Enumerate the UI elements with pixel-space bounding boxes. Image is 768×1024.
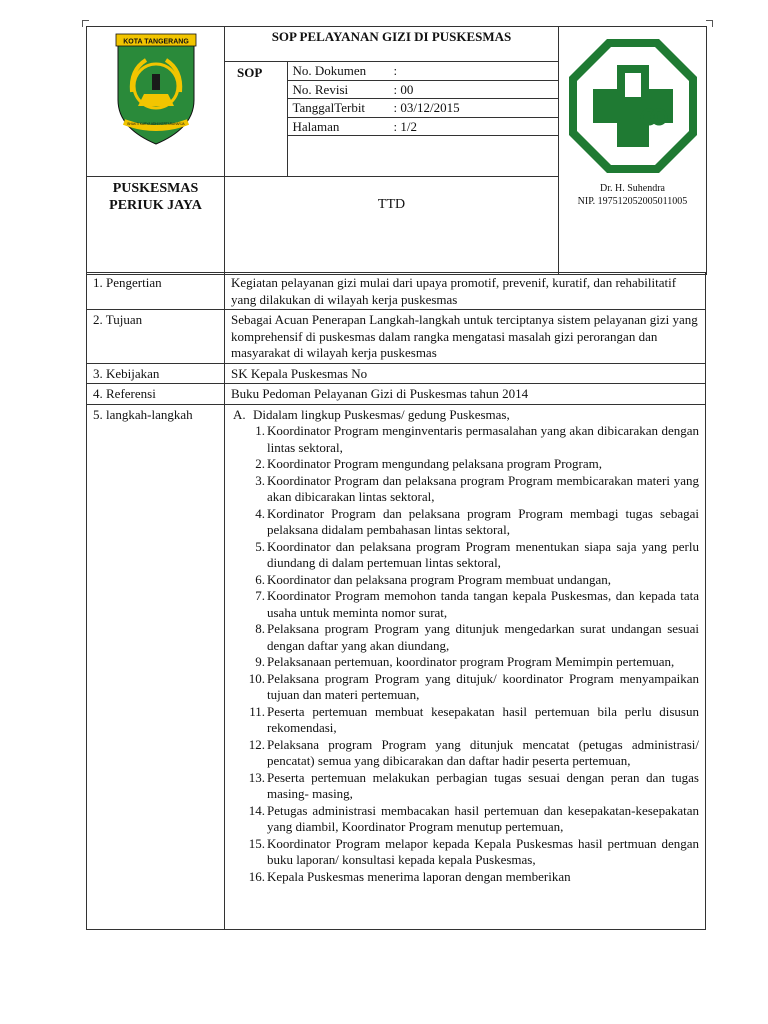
list-item: [227, 671, 699, 704]
step-number: 11.: [249, 703, 265, 719]
meta-value: : 00: [394, 80, 559, 99]
table-row: [87, 384, 706, 405]
row-label: 2. Tujuan: [87, 310, 225, 364]
org-name: [87, 176, 225, 274]
row-label: 4. Referensi: [87, 384, 225, 405]
step-text: Pelaksana program Program yang ditunjuk mencatat (petugas administrasi/ pencatat) semua yang dibicarakan dan daftar hadir peserta pertemuan,: [267, 736, 699, 768]
signer-nip: NIP. 197512052005011005: [577, 195, 688, 207]
step-number: 7.: [255, 588, 265, 603]
step-text: Koordinator Program mengundang pelaksana program Program,: [267, 456, 603, 471]
list-item: [227, 654, 699, 671]
step-text: Pelaksana program Program yang ditujuk/ koordinator Program menyampaikan tujuan dan materi pertemuan,: [267, 670, 699, 702]
step-text: Koordinator Program menginventaris permasalahan yang akan dibicarakan dengan lintas sektoral,: [267, 423, 699, 455]
step-number: 8.: [255, 621, 265, 636]
meta-label: TanggalTerbit: [288, 99, 394, 118]
step-number: 2.: [255, 456, 265, 471]
list-item: [227, 704, 699, 737]
row-text: Buku Pedoman Pelayanan Gizi di Puskesmas tahun 2014: [225, 384, 706, 405]
ttd-cell: TTD: [225, 176, 559, 274]
row-text: SK Kepala Puskesmas No: [225, 363, 706, 384]
list-item: [227, 803, 699, 836]
document-title: SOP PELAYANAN GIZI DI PUSKESMAS: [225, 27, 558, 62]
list-item: [227, 456, 699, 473]
table-row: [87, 310, 706, 364]
row-label: 3. Kebijakan: [87, 363, 225, 384]
list-item: [227, 423, 699, 456]
page-corner-mark: [706, 20, 713, 27]
section-title: Didalam lingkup Puskesmas/ gedung Puskesmas,: [253, 406, 510, 422]
step-number: 6.: [255, 571, 265, 587]
step-number: 16.: [248, 868, 265, 884]
step-text: Koordinator dan pelaksana program Program membuat undangan,: [267, 571, 612, 587]
step-text: Pelaksanaan pertemuan, koordinator program Program Memimpin pertemuan,: [267, 654, 675, 669]
steps-cell: [225, 404, 706, 929]
step-text: Pelaksana program Program yang ditunjuk mengedarkan surat undangan sesuai dengan daftar yang akan diundang,: [267, 621, 699, 653]
row-label: 1. Pengertian: [87, 273, 225, 310]
step-text: Peserta pertemuan membuat kesepakatan hasil pertemuan bila perlu disusun rekomendasi,: [267, 703, 699, 735]
signer-name: Dr. H. Suhendra: [600, 182, 665, 194]
title-block: [225, 27, 559, 177]
org-name-line2: PERIUK JAYA: [109, 197, 202, 213]
meta-table: [225, 62, 558, 176]
step-number: 1.: [255, 423, 265, 438]
puskesmas-cross-logo-icon: [565, 35, 701, 177]
meta-value: : 1/2: [393, 118, 417, 134]
step-text: Koordinator dan pelaksana program Program menentukan siapa saja yang perlu diundang di dalam pertemuan lintas sektoral,: [267, 538, 699, 570]
city-logo-cell: [87, 27, 225, 177]
logo-motto-text: BHAKTI KARYA ADHI KERTARAHARJA: [126, 122, 185, 126]
list-item: [227, 539, 699, 572]
row-label: 5. langkah-langkah: [87, 404, 225, 929]
step-number: 15.: [248, 835, 265, 851]
meta-label: Halaman: [292, 118, 340, 134]
step-text: Koordinator Program memohon tanda tangan kepala Puskesmas, dan kepada tata usaha untuk meminta nomor surat,: [267, 588, 699, 620]
step-text: Koordinator Program melapor kepada Kepala Puskesmas hasil pertmuan dengan buku laporan/ konsultasi kepada kepala Puskesmas,: [267, 835, 699, 867]
list-item: [227, 869, 699, 886]
sop-content-table: [86, 272, 706, 930]
meta-label: No. Dokumen: [288, 62, 394, 80]
row-text: Kegiatan pelayanan gizi mulai dari upaya promotif, prevenif, kuratif, dan rehabilitatif yang dilakukan di wilayah kerja puskesmas: [225, 273, 706, 310]
meta-value: : 03/12/2015: [394, 99, 559, 118]
step-text: Kordinator Program dan pelaksana program Program membagi tugas sebagai pelaksana didalam pembahasan lintas sektoral,: [267, 505, 699, 537]
step-text: Petugas administrasi membacakan hasil pertemuan dan kesepakatan-kesepakatan yang diambil, Koordinator Program menutup pertemuan,: [267, 802, 699, 834]
step-text: Koordinator Program dan pelaksana program Program membicarakan materi yang akan dibicarakan lintas sektoral,: [267, 472, 699, 504]
step-number: 10.: [248, 670, 265, 686]
step-number: 14.: [248, 802, 265, 818]
step-number: 3.: [255, 472, 265, 488]
meta-value: :: [394, 62, 559, 80]
sop-header-table: [86, 26, 707, 275]
section-heading: [227, 407, 699, 424]
list-item: [227, 473, 699, 506]
step-number: 13.: [248, 769, 265, 785]
step-text: Kepala Puskesmas menerima laporan dengan memberikan: [267, 868, 571, 884]
list-item: [227, 588, 699, 621]
list-item: [227, 506, 699, 539]
list-item: [227, 572, 699, 589]
table-row: [87, 363, 706, 384]
list-item: [227, 770, 699, 803]
puskesmas-logo-cell: [559, 27, 707, 275]
step-text: Peserta pertemuan melakukan perbagian tugas sesuai dengan peran dan tugas masing- masing,: [267, 769, 699, 801]
table-row: [87, 404, 706, 929]
step-number: 5.: [255, 538, 265, 554]
table-row: [87, 273, 706, 310]
step-number: 9.: [255, 654, 265, 669]
list-item: [227, 621, 699, 654]
row-text: Sebagai Acuan Penerapan Langkah-langkah untuk terciptanya sistem pelayanan gizi yang komprehensif di puskesmas dalam rangka mengatasi masalah gizi perorangan dan masyarakat di wilayah kerja puskesmas: [225, 310, 706, 364]
section-letter: A.: [233, 406, 246, 422]
step-number: 12.: [248, 736, 265, 752]
list-item: [227, 836, 699, 869]
logo-banner-text: KOTA TANGERANG: [122, 38, 189, 46]
kota-tangerang-emblem-icon: [102, 30, 210, 148]
sop-label: SOP: [225, 62, 287, 176]
step-number: 4.: [255, 505, 265, 521]
steps-list: [227, 423, 699, 885]
list-item: [227, 737, 699, 770]
org-name-line1: PUSKESMAS: [112, 180, 199, 196]
meta-label: No. Revisi: [288, 80, 394, 99]
